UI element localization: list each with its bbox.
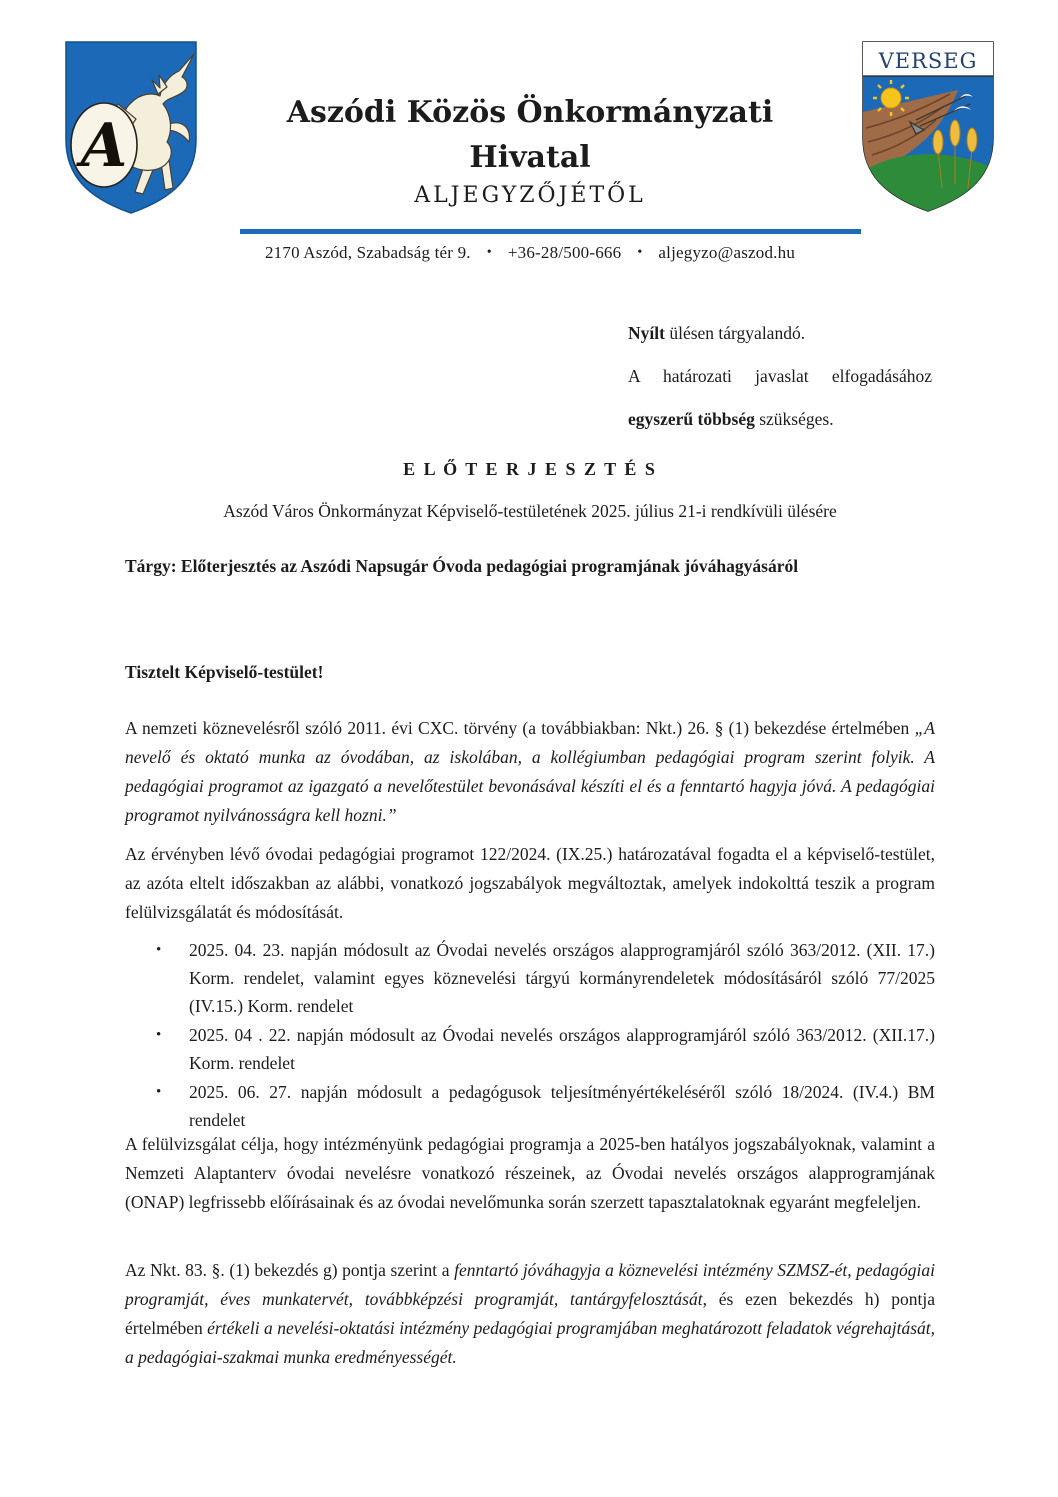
phone-text: +36-28/500-666	[507, 243, 622, 262]
notice-line-3: egyszerű többség szükséges.	[628, 409, 834, 429]
list-item: • 2025. 04 . 22. napján módosult az Óvodai nevelés országos alapprogramjáról szóló 363/2012. (XII.17.) Korm. rendelet	[125, 1021, 935, 1077]
org-subtitle: ALJEGYZŐJÉTŐL	[414, 183, 646, 208]
email-text: aljegyzo@aszod.hu	[658, 243, 796, 262]
session-notice	[628, 312, 932, 441]
crest-letter: A	[80, 111, 128, 181]
legal-changes-list	[125, 936, 935, 1135]
address-text: 2170 Aszód, Szabadság tér 9.	[264, 243, 471, 262]
org-name-line1: Aszódi Közös Önkormányzati	[286, 95, 774, 130]
aszod-coat-of-arms-icon	[60, 38, 202, 218]
proposal-title: E L Ő T E R J E S Z T É S	[403, 459, 657, 479]
bullet-icon: •	[156, 1084, 162, 1100]
verseg-label: VERSEG	[878, 49, 978, 73]
separator-dot-icon: •	[486, 245, 492, 260]
list-item: • 2025. 04. 23. napján módosult az Óvodai nevelés országos alapprogramjáról szóló 363/2012. (XII. 17.) Korm. rendelet, valamint egyes köznevelési tárgyú kormányrendeletek módosításáról szóló 77/2025 (IV.15.) Korm. rendelet	[125, 936, 935, 1020]
bullet-icon: •	[156, 1027, 162, 1043]
paragraph-nkt-83: Az Nkt. 83. §. (1) bekezdés g) pontja szerint a fenntartó jóváhagyja a köznevelési intézmény SZMSZ-ét, pedagógiai programját, éves munkatervét, továbbképzési programját, tantárgyfelosztását, és ezen bekezdés h) pontja értelmében értékeli a nevelési-oktatási intézmény pedagógiai programjában meghatározott feladatok végrehajtását, a pedagógiai-szakmai munka eredményességét.	[125, 1260, 935, 1367]
salutation: Tisztelt Képviselő-testület!	[125, 662, 324, 682]
notice-line-1: Nyílt ülésen tárgyalandó.	[628, 323, 806, 343]
contact-line	[125, 243, 935, 263]
paragraph-law-quote: A nemzeti köznevelésről szóló 2011. évi CXC. törvény (a továbbiakban: Nkt.) 26. § (1) bekezdése értelmében „A nevelő és oktató munka az óvodában, az iskolában, a kollégiumban pedagógiai program szerint folyik. A pedagógiai programot az igazgató a nevelőtestület bevonásával készíti el és a fenntartó hagyja jóvá. A pedagógiai programot nyilvánosságra kell hozni.”	[125, 718, 935, 825]
notice-line-2: A határozati javaslat elfogadásához	[628, 366, 932, 386]
org-name-line2: Hivatal	[469, 140, 591, 175]
proposal-subtitle: Aszód Város Önkormányzat Képviselő-testületének 2025. július 21-i rendkívüli ülésére	[223, 501, 837, 521]
verseg-coat-of-arms-icon	[858, 38, 998, 216]
paragraph-current-program: Az érvényben lévő óvodai pedagógiai programot 122/2024. (IX.25.) határozatával fogadta el a képviselő-testület, az azóta eltelt időszakban az alábbi, vonatkozó jogszabályok megváltoztak, amelyek indokolttá teszik a program felülvizsgálatát és módosítását.	[125, 844, 935, 922]
paragraph-review-goal: A felülvizsgálat célja, hogy intézményünk pedagógiai programja a 2025-ben hatályos jogszabályoknak, valamint a Nemzeti Alaptanterv óvodai nevelésre vonatkozó részeinek, az Óvodai nevelés országos alapprogramjának (ONAP) legfrissebb előírásainak és az óvodai nevelőmunka során szerzett tapasztalatoknak egyaránt megfeleljen.	[125, 1134, 935, 1212]
subject-line: Tárgy: Előterjesztés az Aszódi Napsugár Óvoda pedagógiai programjának jóváhagyásáról	[125, 556, 799, 576]
letterhead	[202, 90, 858, 208]
hill-green	[863, 154, 993, 216]
bullet-icon: •	[156, 942, 162, 958]
list-item: • 2025. 06. 27. napján módosult a pedagógusok teljesítményértékeléséről szóló 18/2024. (IV.4.) BM rendelet	[125, 1078, 935, 1134]
sun-icon	[881, 88, 901, 108]
separator-dot-icon: •	[637, 245, 643, 260]
header-divider	[240, 229, 861, 234]
